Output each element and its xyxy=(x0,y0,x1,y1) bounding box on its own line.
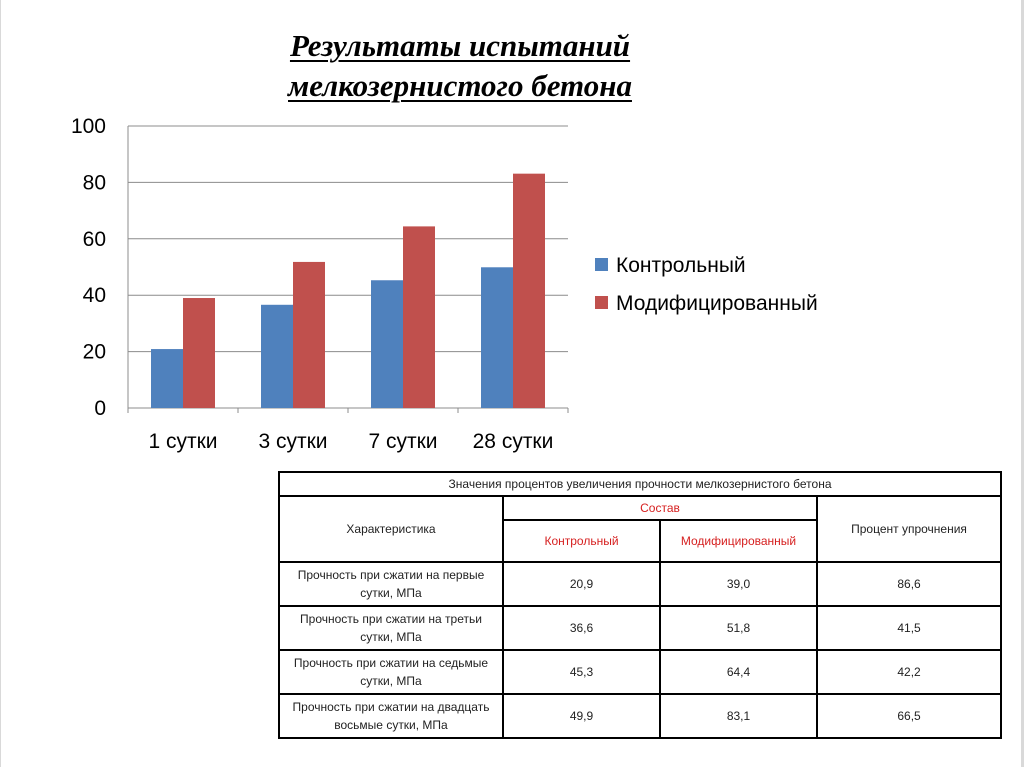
row-percent: 42,2 xyxy=(817,650,1001,694)
bar-control xyxy=(371,280,403,408)
bar-modified xyxy=(293,262,325,408)
table-row xyxy=(279,606,1001,650)
row-control: 45,3 xyxy=(503,650,660,694)
y-tick-label: 60 xyxy=(82,227,106,251)
row-label: Прочность при сжатии на седьмые сутки, МПа xyxy=(279,650,503,694)
strength-table xyxy=(278,471,1002,739)
row-control: 36,6 xyxy=(503,606,660,650)
bar-control xyxy=(151,349,183,408)
row-label: Прочность при сжатии на двадцать восьмые сутки, МПа xyxy=(279,694,503,738)
table-caption: Значения процентов увеличения прочности мелкозернистого бетона xyxy=(279,472,1001,496)
row-modified: 51,8 xyxy=(660,606,817,650)
header-percent: Процент упрочнения xyxy=(817,496,1001,562)
bar-control xyxy=(481,267,513,408)
row-percent: 41,5 xyxy=(817,606,1001,650)
header-modified: Модифицированный xyxy=(660,520,817,562)
bar-modified xyxy=(403,226,435,408)
x-tick-label: 7 сутки xyxy=(368,430,438,453)
header-composition: Состав xyxy=(503,496,817,520)
row-control: 20,9 xyxy=(503,562,660,606)
row-modified: 39,0 xyxy=(660,562,817,606)
legend-label: Контрольный xyxy=(616,254,746,277)
bar-modified xyxy=(183,298,215,408)
bar-control xyxy=(261,305,293,408)
row-percent: 86,6 xyxy=(817,562,1001,606)
title-line-1: Результаты испытаний xyxy=(289,28,631,63)
row-label: Прочность при сжатии на третьи сутки, МПа xyxy=(279,606,503,650)
table-row xyxy=(279,694,1001,738)
row-control: 49,9 xyxy=(503,694,660,738)
legend-label: Модифицированный xyxy=(616,292,818,315)
bar-modified xyxy=(513,174,545,408)
title-line-2: мелкозернистого бетона xyxy=(288,68,632,103)
table-row xyxy=(279,650,1001,694)
y-tick-label: 80 xyxy=(82,171,106,195)
y-tick-label: 40 xyxy=(82,284,106,308)
y-tick-label: 0 xyxy=(94,397,106,420)
row-modified: 64,4 xyxy=(660,650,817,694)
legend-swatch xyxy=(595,258,608,271)
x-tick-label: 3 сутки xyxy=(258,430,328,453)
x-tick-label: 28 сутки xyxy=(472,430,554,453)
header-characteristic: Характеристика xyxy=(279,496,503,562)
x-tick-label: 1 сутки xyxy=(148,430,218,453)
y-tick-label: 20 xyxy=(82,340,106,364)
legend-swatch xyxy=(595,296,608,309)
y-tick-label: 100 xyxy=(70,115,106,138)
header-control: Контрольный xyxy=(503,520,660,562)
row-label: Прочность при сжатии на первые сутки, МПа xyxy=(279,562,503,606)
row-percent: 66,5 xyxy=(817,694,1001,738)
row-modified: 83,1 xyxy=(660,694,817,738)
table-row xyxy=(279,562,1001,606)
